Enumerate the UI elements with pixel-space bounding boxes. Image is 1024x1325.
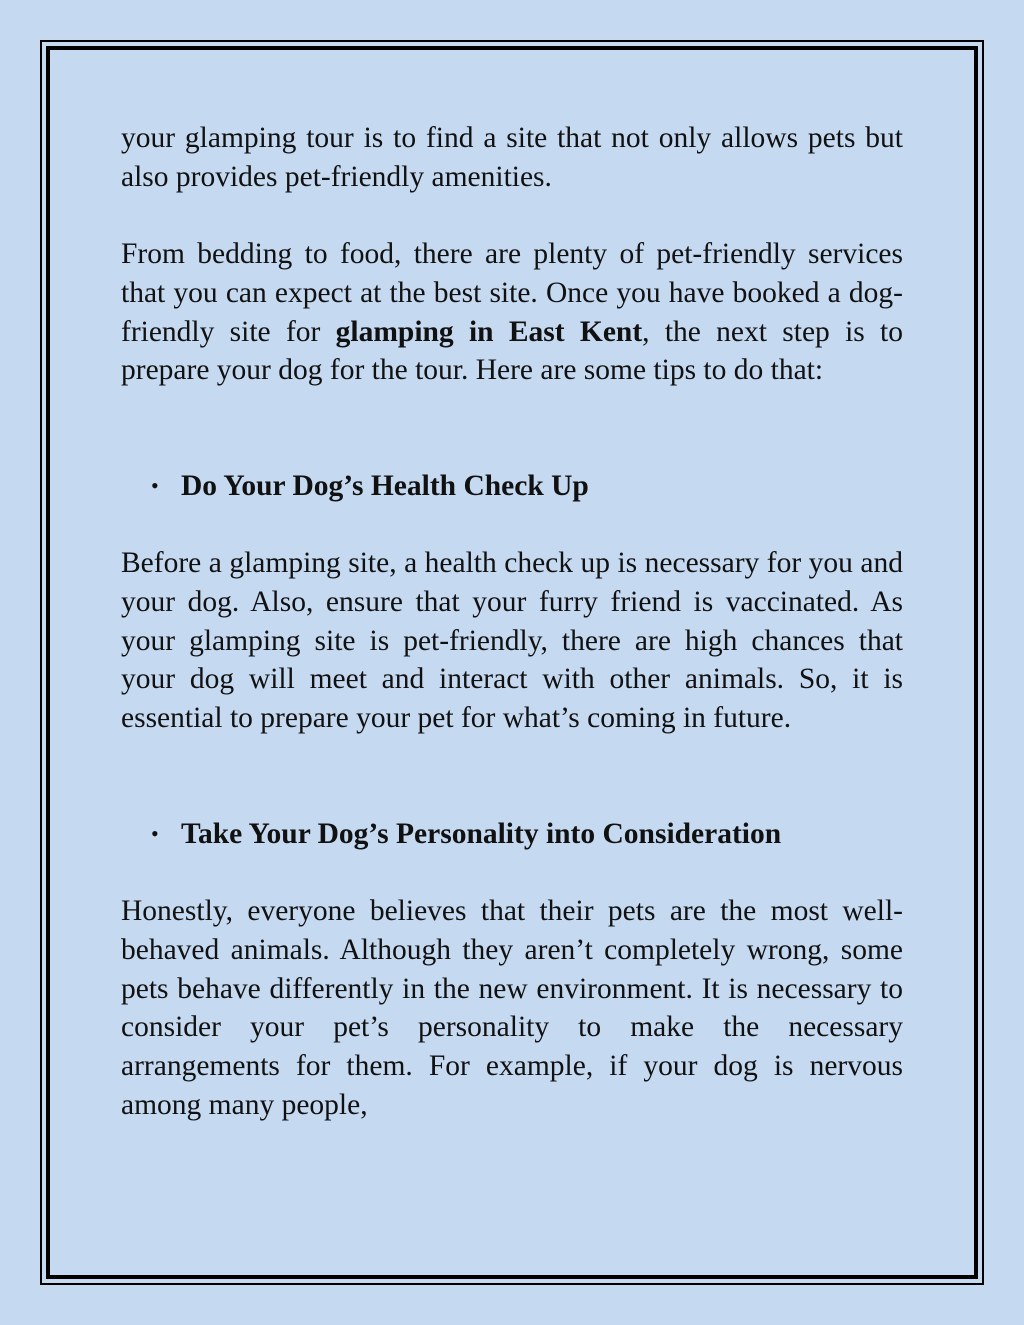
intro-paragraph: your glamping tour is to find a site that not only allows pets but also provides pet-friendly amenities. <box>121 122 903 193</box>
booking-text-end: , the next step is to prepare your dog for the tour. Here are some tips to do that: <box>121 315 903 387</box>
glamping-keyword: glamping in East Kent <box>335 315 643 348</box>
heading-health-check-text: Do Your Dog’s Health Check Up <box>181 469 589 502</box>
heading-health-check <box>121 467 903 506</box>
booking-text-start: From bedding to food, there are plenty of pet-friendly services that you can expect at the best site. Once you have booked a dog-friendly site for <box>121 238 903 348</box>
heading-personality <box>121 815 903 854</box>
bullet-icon: • <box>151 820 159 846</box>
personality-paragraph: Honestly, everyone believes that their pets are the most well-behaved animals. Although they aren’t completely wrong, some pets behave differently in the new environment. It is necessary to consider your pet’s personality to make the necessary arrangements for them. For example, if your dog is nervous among many people, <box>121 895 903 1121</box>
document-body <box>121 119 903 1124</box>
booking-paragraph <box>121 235 903 390</box>
heading-personality-text: Take Your Dog’s Personality into Consideration <box>181 817 782 850</box>
health-paragraph: Before a glamping site, a health check up is necessary for you and your dog. Also, ensure that your furry friend is vaccinated. As your glamping site is pet-friendly, there are high chances that your dog will meet and interact with other animals. So, it is essential to prepare your pet for what’s coming in future. <box>121 547 903 735</box>
bullet-icon: • <box>151 472 159 498</box>
